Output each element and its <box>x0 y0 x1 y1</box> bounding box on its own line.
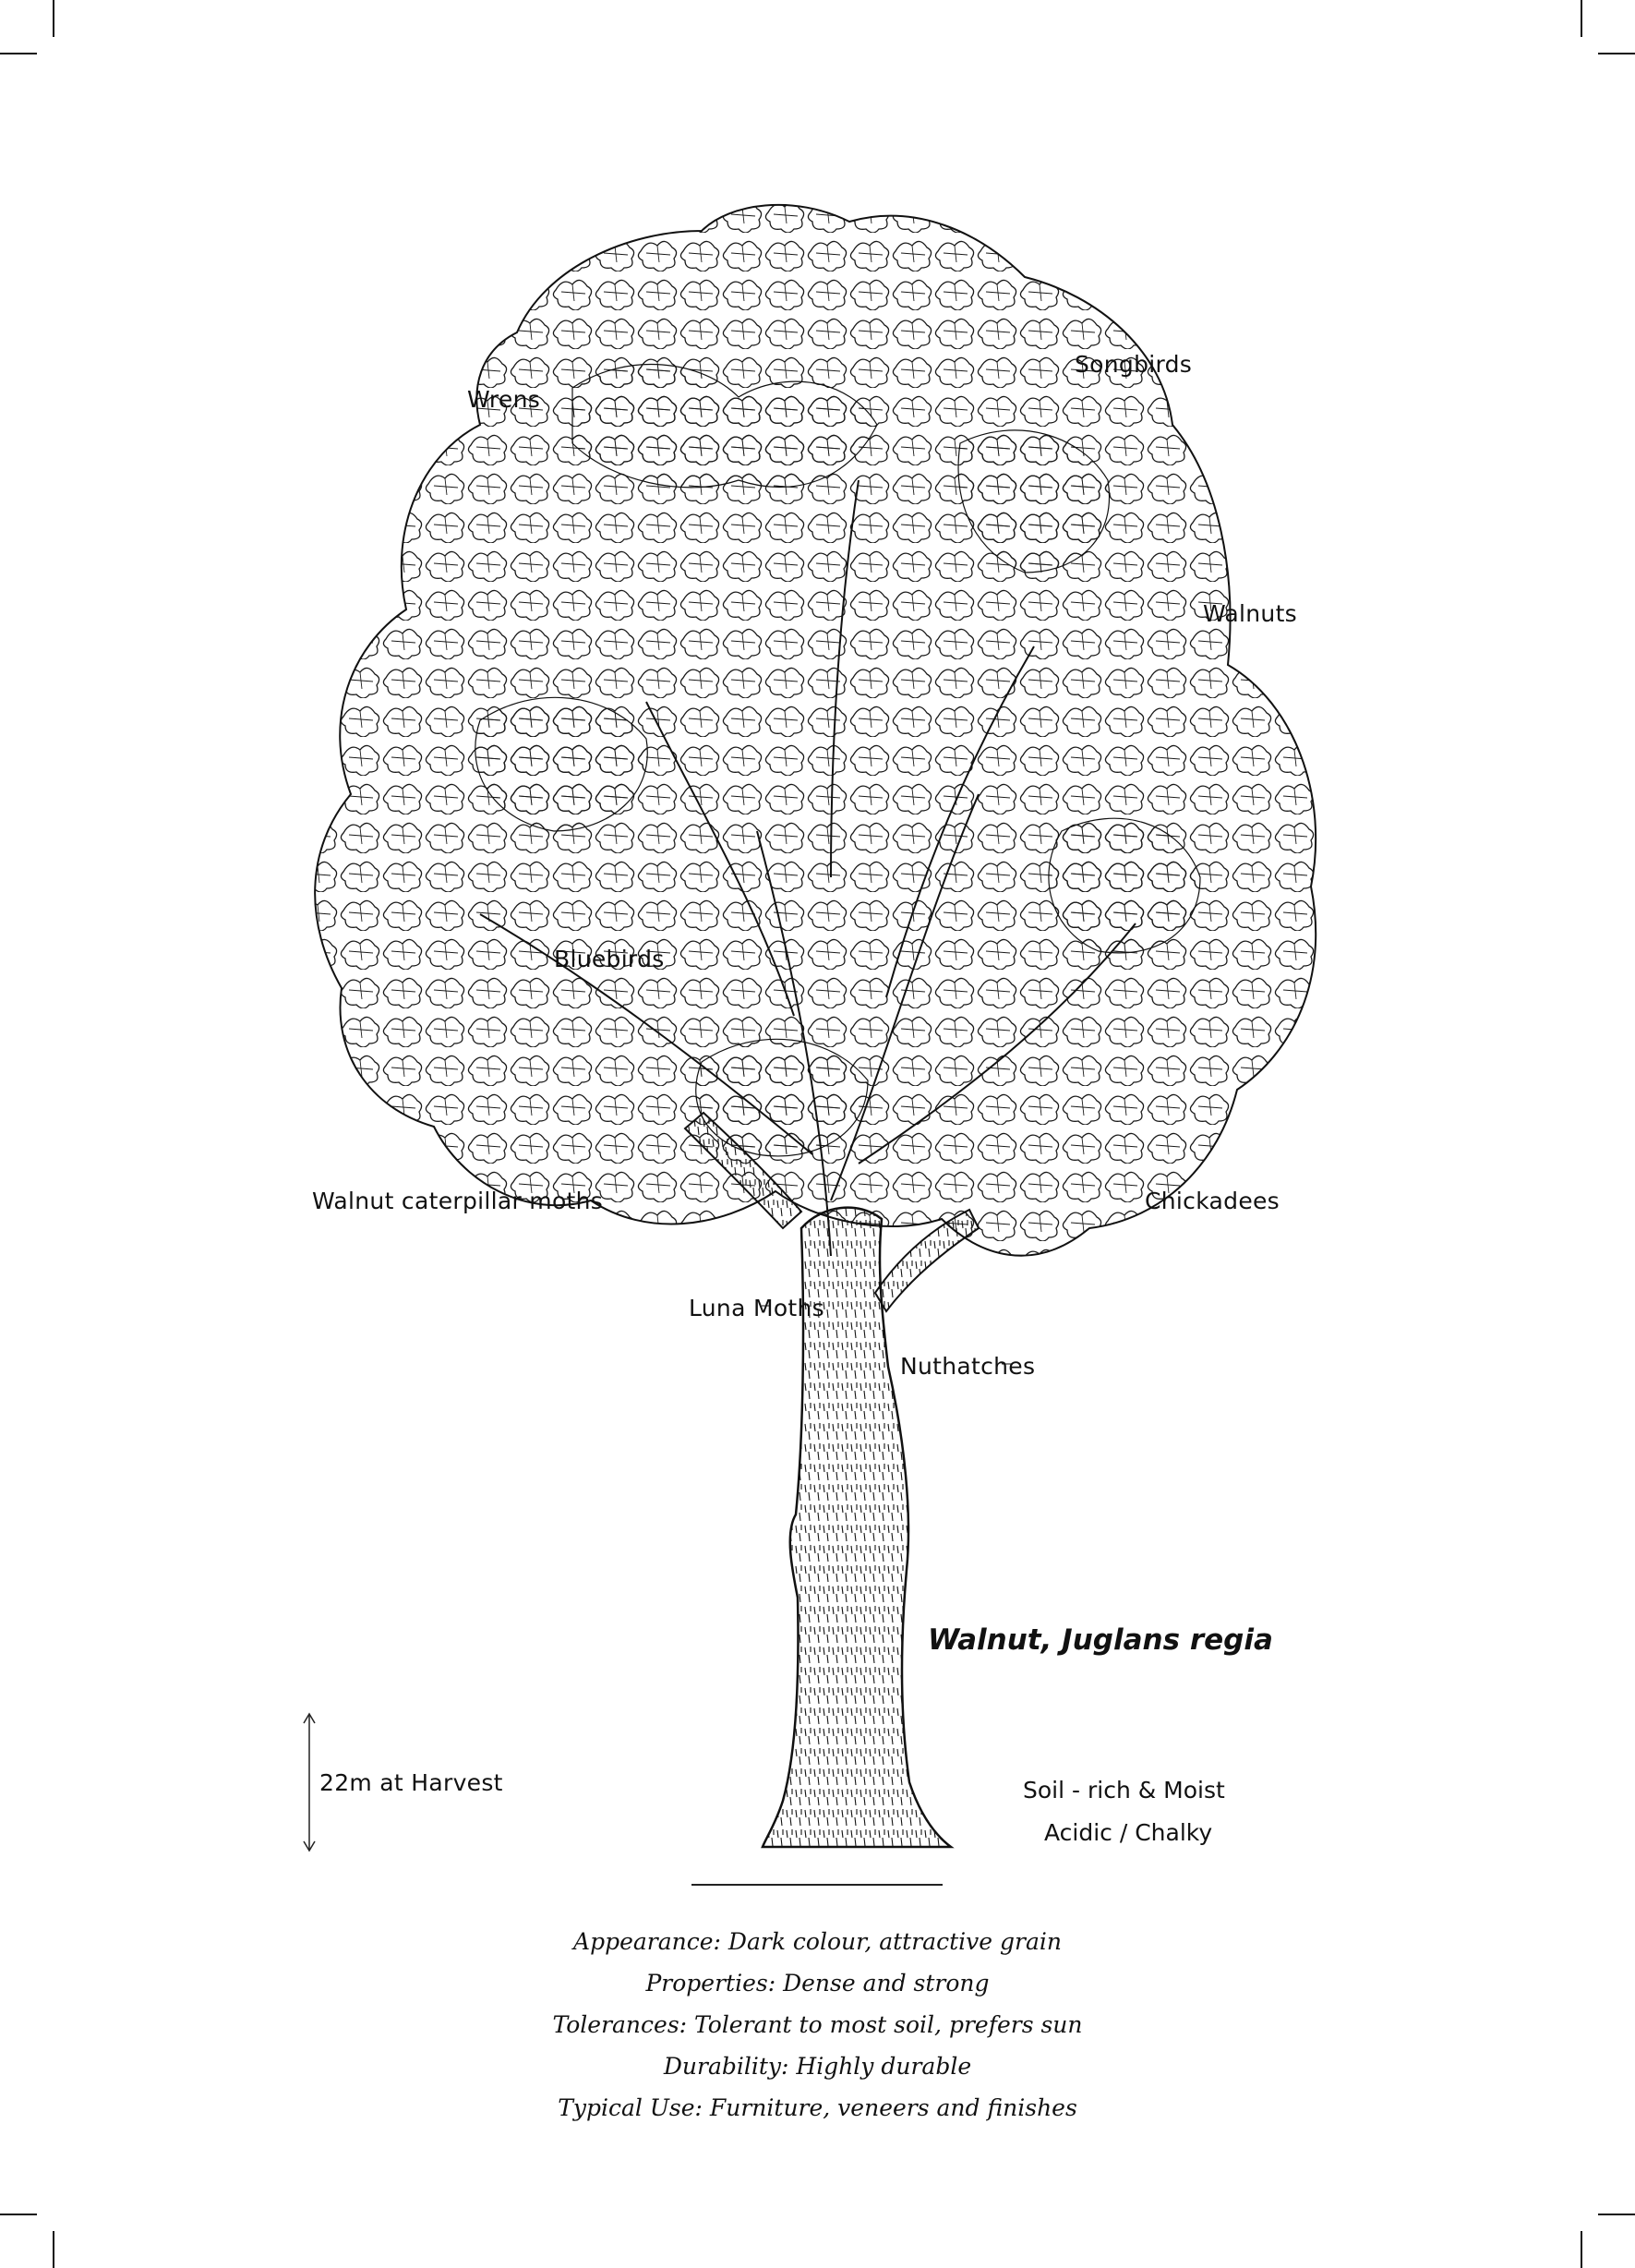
label-walnuts: Walnuts <box>1203 600 1298 627</box>
label-chickadees: Chickadees <box>1145 1188 1280 1214</box>
info-tolerances: Tolerances: Tolerant to most soil, prefers sun <box>552 2011 1083 2038</box>
label-wrens: Wrens <box>467 386 541 413</box>
height-note: 22m at Harvest <box>319 1769 503 1796</box>
height-arrow <box>304 1714 315 1851</box>
soil-line-1: Soil - rich & Moist <box>1023 1777 1225 1804</box>
label-luna-moths: Luna Moths <box>689 1295 824 1321</box>
label-walnut-caterpillar-moths: Walnut caterpillar moths <box>312 1188 604 1214</box>
info-typical-use: Typical Use: Furniture, veneers and finishes <box>558 2094 1077 2121</box>
soil-line-2: Acidic / Chalky <box>1044 1819 1213 1846</box>
label-nuthatches: Nuthatches <box>900 1353 1036 1380</box>
info-properties: Properties: Dense and strong <box>645 1970 990 1997</box>
label-songbirds: Songbirds <box>1075 351 1193 378</box>
divider-rule <box>691 1884 943 1886</box>
label-bluebirds: Bluebirds <box>554 946 665 972</box>
species-title: Walnut, Juglans regia <box>928 1623 1273 1657</box>
info-durability: Durability: Highly durable <box>663 2053 972 2080</box>
info-block <box>0 1921 1635 2129</box>
info-appearance: Appearance: Dark colour, attractive grain <box>573 1928 1062 1955</box>
